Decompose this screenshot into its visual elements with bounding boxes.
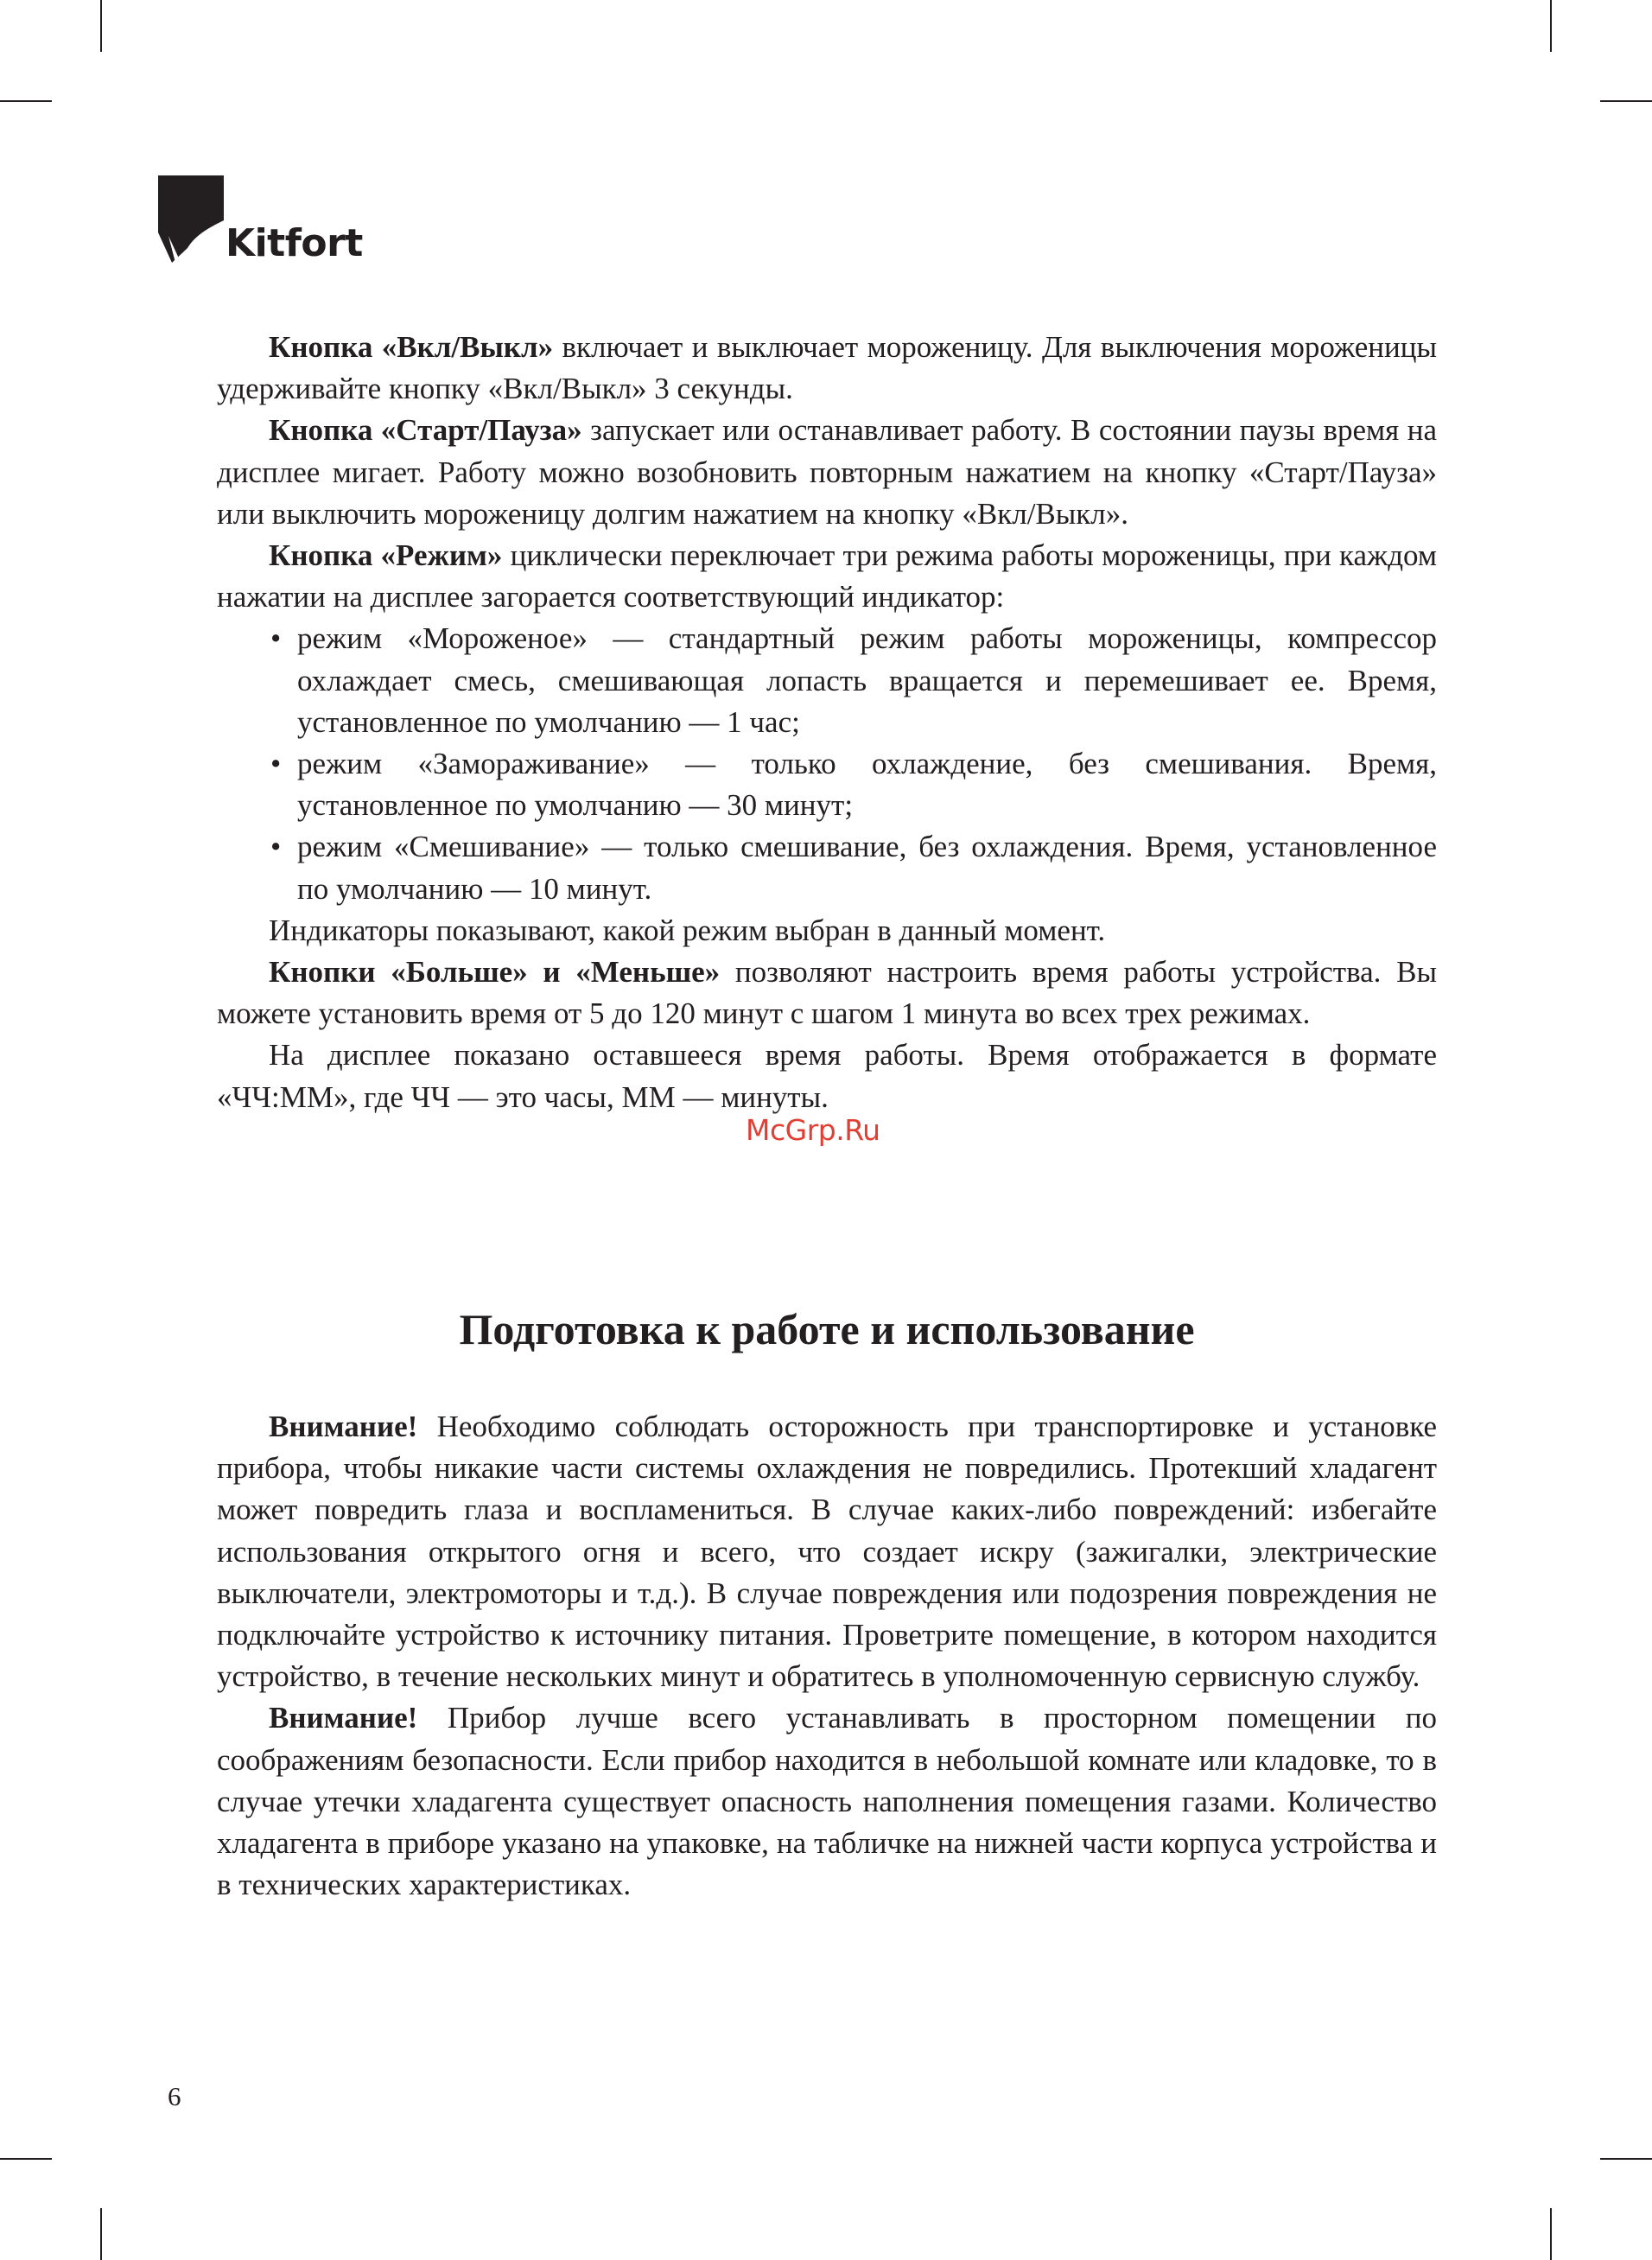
mode-button-text: циклически переключает три режима работы мороженицы, при каждом нажатии на дисплее загорается соответствующий индикатор: <box>217 538 1437 614</box>
list-item: • режим «Замораживание» — только охлаждение, без смешивания. Время, установленное по умолчанию — 30 минут; <box>269 743 1437 826</box>
paragraph-warning-2 <box>217 1697 1437 1906</box>
mode-button-label: Кнопка «Режим» <box>269 538 503 573</box>
list-item: • режим «Мороженое» — стандартный режим работы мороженицы, компрессор охлаждает смесь, смешивающая лопасть вращается и перемешивает ее. Время, установленное по умолчанию — 1 час; <box>269 618 1437 743</box>
mode-list <box>217 618 1437 909</box>
crop-mark-bottom-left-h <box>0 2158 52 2160</box>
warning-2-label: Внимание! <box>269 1701 418 1735</box>
crop-mark-top-left <box>100 0 102 52</box>
time-buttons-text: позволяют настроить время работы устройства. Вы можете установить время от 5 до 120 минут с шагом 1 минута во всех трех режимах. <box>217 955 1438 1031</box>
paragraph-warning-1 <box>217 1406 1437 1697</box>
warning-2-text: Прибор лучше всего устанавливать в просторном помещении по соображениям безопасности. Если прибор находится в небольшой комнате или кладовке, то в случае утечки хладагента существует опасность наполнения помещения газами. Количество хладагента в приборе указано на упаковке, на табличке на нижней части корпуса устройства и в технических характеристиках. <box>217 1701 1437 1902</box>
paragraph-indicators: Индикаторы показывают, какой режим выбран в данный момент. <box>269 913 1106 947</box>
section-title: Подготовка к работе и использование <box>459 1305 1195 1353</box>
crop-mark-bottom-right-h <box>1600 2158 1652 2160</box>
crop-mark-bottom-right <box>1550 2208 1552 2260</box>
page-number: 6 <box>168 2081 181 2111</box>
controls-description <box>217 327 1437 1118</box>
crop-mark-top-right <box>1550 0 1552 52</box>
preparation-section <box>217 1406 1437 1906</box>
power-button-text: включает и выключает мороженицу. Для выключения мороженицы удерживайте кнопку «Вкл/Выкл» 3 секунды. <box>217 330 1437 406</box>
paragraph-start-button <box>217 410 1437 535</box>
paragraph-display: На дисплее показано оставшееся время работы. Время отображается в формате «ЧЧ:ММ», где ЧЧ — это часы, ММ — минуты. <box>217 1038 1437 1114</box>
start-button-text: запускает или останавливает работу. В состоянии паузы время на дисплее мигает. Работу можно возобновить повторным нажатием на кнопку «Старт/Пауза» или выключить мороженицу долгим нажатием на кнопку «Вкл/Выкл». <box>217 413 1438 531</box>
crop-mark-top-left-h <box>0 100 52 102</box>
time-buttons-label: Кнопки «Больше» и «Меньше» <box>269 955 721 990</box>
warning-1-label: Внимание! <box>269 1410 418 1443</box>
brand-name: Kitfort <box>226 221 363 265</box>
crop-mark-top-right-h <box>1600 100 1652 102</box>
paragraph-time-buttons <box>217 952 1437 1035</box>
start-button-label: Кнопка «Старт/Пауза» <box>269 413 582 448</box>
list-item: • режим «Смешивание» — только смешивание, без охлаждения. Время, установленное по умолчанию — 10 минут. <box>269 826 1437 909</box>
paragraph-mode-button <box>217 535 1437 618</box>
warning-1-text: Необходимо соблюдать осторожность при транспортировке и установке прибора, чтобы никакие части системы охлаждения не повредились. Протекший хладагент может повредить глаза и воспламениться. В случае каких-либо повреждений: избегайте использования открытого огня и всего, что создает искру (зажигалки, электрические выключатели, электромоторы и т.д.). В случае повреждения или подозрения повреждения не подключайте устройство к источнику питания. Проветрите помещение, в котором находится устройство, в течение нескольких минут и обратитесь в уполномоченную сервисную службу. <box>217 1410 1437 1694</box>
watermark: McGrp.Ru <box>746 1113 880 1147</box>
kitfort-logo-icon <box>158 175 224 266</box>
power-button-label: Кнопка «Вкл/Выкл» <box>269 330 554 364</box>
crop-mark-bottom-left <box>100 2208 102 2260</box>
paragraph-power-button <box>217 327 1437 410</box>
brand-logo <box>158 175 363 266</box>
